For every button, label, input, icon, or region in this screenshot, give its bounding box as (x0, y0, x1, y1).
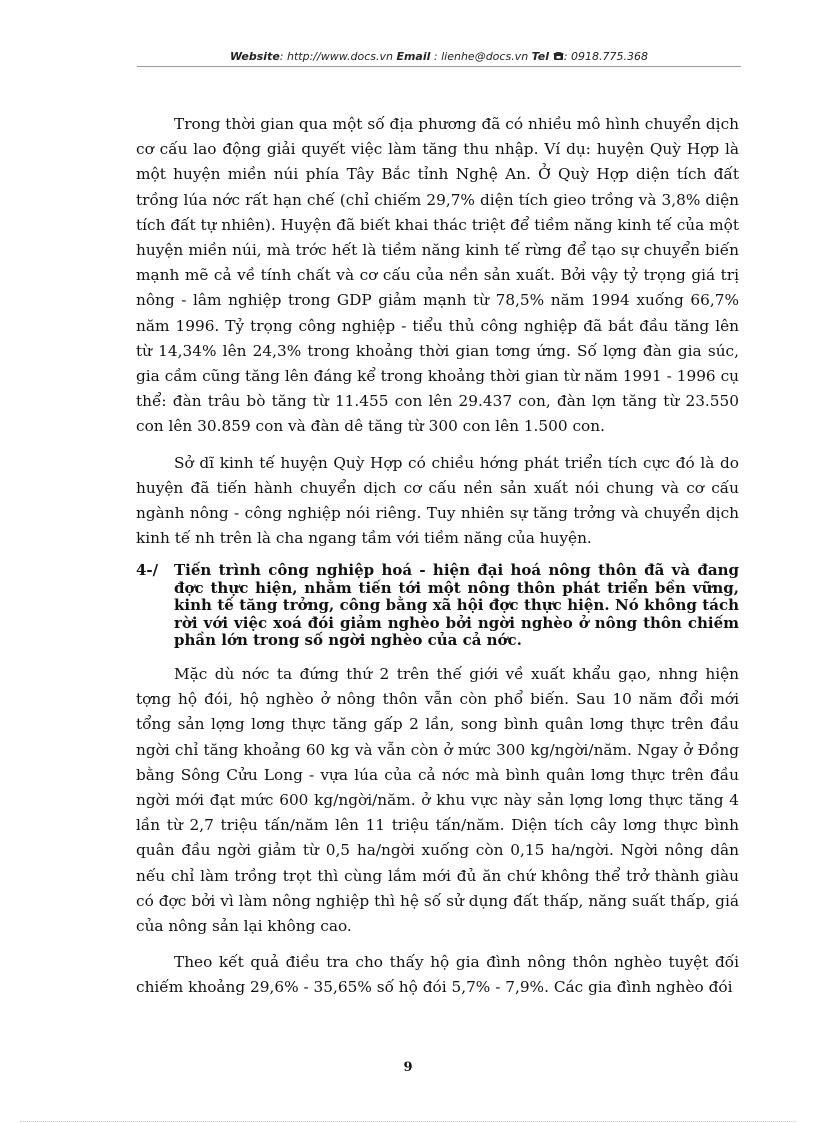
paragraph: Mặc dù nớc ta đứng thứ 2 trên thế giới về xuất khẩu gạo, nhng hiện tợng hộ đói, hộ nghèo ở nông thôn vẫn còn phổ biến. Sau 10 năm đổi mới tổng sản lợng lơng thực tăng gấp 2 lần, song bình quân lơng thực trên đầu ngời chỉ tăng khoảng 60 kg và vẫn còn ở mức 300 kg/ngời/năm. Ngay ở Đồng bằng Sông Cửu Long - vựa lúa của cả nớc mà bình quân lơng thực trên đầu ngời mới đạt mức 600 kg/ngời/năm. ở khu vực này sản lợng lơng thực tăng 4 lần từ 2,7 triệu tấn/năm lên 11 triệu tấn/năm. Diện tích cây lơng thực bình quân đầu ngời giảm từ 0,5 ha/ngời xuống còn 0,15 ha/ngời. Ngời nông dân nếu chỉ làm trồng trọt thì cùng lắm mới đủ ăn chứ không thể trở thành giàu có đợc bởi vì làm nông nghiệp thì hệ số sử dụng đất thấp, năng suất thấp, giá của nông sản lại không cao. (136, 664, 739, 935)
page-number: 9 (403, 1060, 413, 1075)
phone-icon (553, 50, 564, 63)
website-label: Website (229, 50, 280, 63)
paragraph: Sở dĩ kinh tế huyện Quỳ Hợp có chiều hớng phát triển tích cực đó là do huyện đã tiến hành chuyển dịch cơ cấu nền sản xuất nói chung và cơ cấu ngành nông - công nghiệp nói riêng. Tuy nhiên sự tăng trởng và chuyển dịch kinh tế nh trên là cha ngang tầm với tiềm năng của huyện. (136, 453, 739, 548)
paragraph: Trong thời gian qua một số địa phương đã có nhiều mô hình chuyển dịch cơ cấu lao động giải quyết việc làm tăng thu nhập. Ví dụ: huyện Quỳ Hợp là một huyện miền núi phía Tây Bắc tỉnh Nghệ An. Ở Quỳ Hợp diện tích đất trồng lúa nớc rất hạn chế (chỉ chiếm 29,7% diện tích gieo trồng và 3,8% diện tích đất tự nhiên). Huyện đã biết khai thác triệt để tiềm năng kinh tế của một huyện miền núi, mà trớc hết là tiềm năng kinh tế rừng để tạo sự chuyển biến mạnh mẽ cả về tính chất và cơ cấu của nền sản xuất. Bởi vậy tỷ trọng giá trị nông - lâm nghiệp trong GDP giảm mạnh từ 78,5% năm 1994 xuống 66,7% năm 1996. Tỷ trọng công nghiệp - tiểu thủ công nghiệp đã bắt đầu tăng lên từ 14,34% lên 24,3% trong khoảng thời gian tơng ứng. Số lợng đàn gia súc, gia cầm cũng tăng lên đáng kể trong khoảng thời gian từ năm 1991 - 1996 cụ thể: đàn trâu bò tăng từ 11.455 con lên 29.437 con, đàn lợn tăng từ 23.550 con lên 30.859 con và đàn dê tăng từ 300 con lên 1.500 con. (136, 115, 739, 436)
page-bottom-edge (20, 1121, 796, 1122)
document-body (136, 112, 739, 1012)
tel-value: : 0918.775.368 (563, 50, 649, 63)
section-number: 4-/ (136, 561, 159, 580)
email-label: Email (396, 50, 431, 63)
section-title: Tiến trình công nghiệp hoá - hiện đại hoá nông thôn đã và đang đợc thực hiện, nhằm tiến tới một nông thôn phát triển bền vững, kinh tế tăng trởng, công bằng xã hội đợc thực hiện. Nó không tách rời với việc xoá đói giảm nghèo bởi ngời nghèo ở nông thôn chiếm phần lớn trong số ngời nghèo của cả nớc. (174, 561, 739, 650)
email-value: : lienhe@docs.vn (430, 50, 532, 63)
paragraph: Theo kết quả điều tra cho thấy hộ gia đình nông thôn nghèo tuyệt đối chiếm khoảng 29,6% - 35,65% số hộ đói 5,7% - 7,9%. Các gia đình nghèo đói (136, 953, 739, 997)
tel-label: Tel (531, 50, 553, 63)
section-heading (136, 562, 739, 650)
page-header (137, 50, 741, 63)
header-divider (137, 66, 741, 67)
website-value: : http://www.docs.vn (279, 50, 397, 63)
